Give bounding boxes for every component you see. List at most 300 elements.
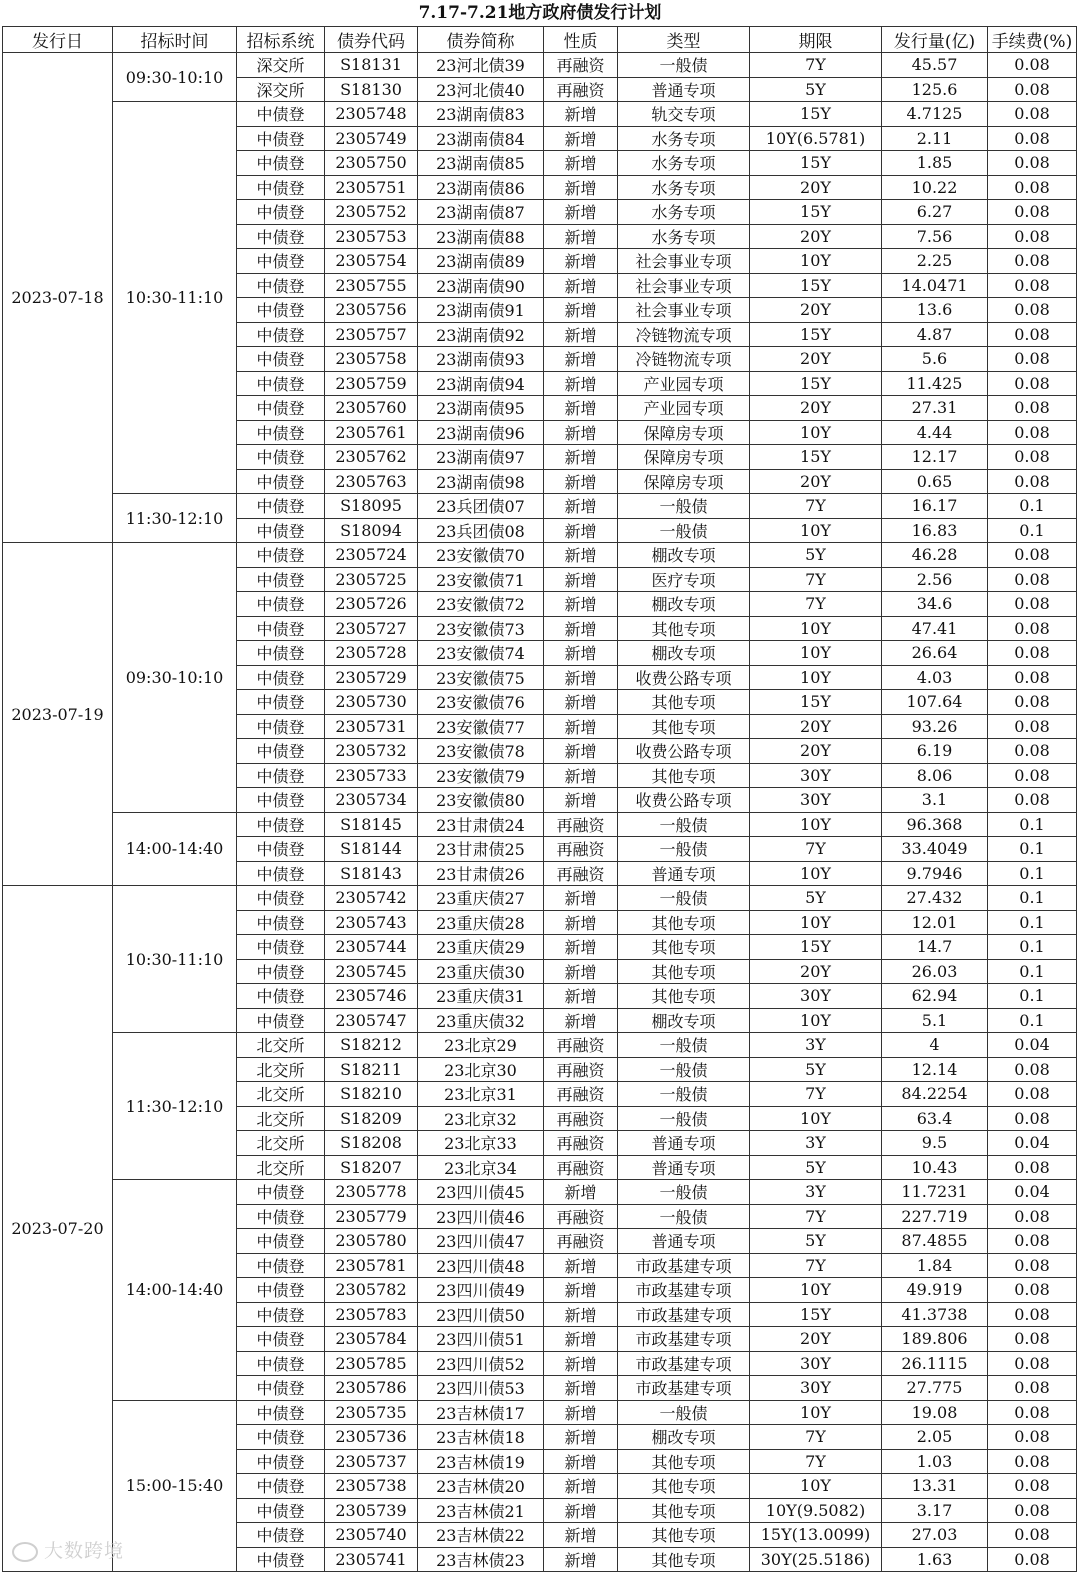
bond-name-cell: 23四川债47 [418,1229,544,1254]
sheet-title: 7.17-7.21地方政府债发行计划 [418,3,662,23]
type-cell: 收费公路专项 [618,665,750,690]
type-cell: 市政基建专项 [618,1278,750,1303]
fee-cell: 0.1 [988,910,1077,935]
table-body [3,53,1077,1572]
tender-time-cell: 10:30-11:10 [113,102,237,494]
nature-cell: 新增 [544,641,618,666]
type-cell: 其他专项 [618,1523,750,1548]
table-row [3,494,1077,519]
tender-system-cell: 北交所 [237,1106,325,1131]
bond-name-cell: 23北京31 [418,1082,544,1107]
term-cell: 7Y [750,567,882,592]
bond-name-cell: 23安徽债77 [418,714,544,739]
amount-cell: 27.775 [882,1376,988,1401]
fee-cell: 0.08 [988,690,1077,715]
nature-cell: 再融资 [544,812,618,837]
tender-system-cell: 中债登 [237,1425,325,1450]
amount-cell: 227.719 [882,1204,988,1229]
bond-code-cell: S18143 [325,861,418,886]
tender-system-cell: 中债登 [237,861,325,886]
type-cell: 一般债 [618,518,750,543]
bond-code-cell: 2305731 [325,714,418,739]
term-cell: 20Y [750,469,882,494]
term-cell: 10Y [750,861,882,886]
tender-system-cell: 中债登 [237,763,325,788]
fee-cell: 0.1 [988,959,1077,984]
amount-cell: 4.44 [882,420,988,445]
term-cell: 7Y [750,837,882,862]
bond-name-cell: 23安徽债75 [418,665,544,690]
type-cell: 棚改专项 [618,1008,750,1033]
bond-name-cell: 23吉林债22 [418,1523,544,1548]
type-cell: 一般债 [618,837,750,862]
fee-cell: 0.08 [988,77,1077,102]
type-cell: 一般债 [618,1057,750,1082]
nature-cell: 新增 [544,543,618,568]
bond-code-cell: 2305784 [325,1327,418,1352]
tender-system-cell: 中债登 [237,371,325,396]
type-cell: 社会事业专项 [618,273,750,298]
bond-name-cell: 23湖南债89 [418,249,544,274]
nature-cell: 再融资 [544,1229,618,1254]
type-cell: 其他专项 [618,763,750,788]
fee-cell: 0.08 [988,126,1077,151]
tender-time-cell: 09:30-10:10 [113,53,237,102]
bond-code-cell: 2305780 [325,1229,418,1254]
bond-name-cell: 23湖南债96 [418,420,544,445]
amount-cell: 189.806 [882,1327,988,1352]
fee-cell: 0.08 [988,641,1077,666]
bond-code-cell: 2305779 [325,1204,418,1229]
tender-system-cell: 北交所 [237,1082,325,1107]
nature-cell: 再融资 [544,1057,618,1082]
amount-cell: 4.87 [882,322,988,347]
fee-cell: 0.08 [988,151,1077,176]
tender-time-cell: 09:30-10:10 [113,543,237,813]
type-cell: 棚改专项 [618,1425,750,1450]
fee-cell: 0.08 [988,371,1077,396]
bond-name-cell: 23安徽债80 [418,788,544,813]
amount-cell: 4.7125 [882,102,988,127]
bond-code-cell: 2305727 [325,616,418,641]
term-cell: 10Y [750,1400,882,1425]
type-cell: 社会事业专项 [618,249,750,274]
bond-code-cell: 2305757 [325,322,418,347]
nature-cell: 新增 [544,616,618,641]
fee-cell: 0.08 [988,249,1077,274]
nature-cell: 再融资 [544,1204,618,1229]
type-cell: 一般债 [618,1033,750,1058]
fee-cell: 0.08 [988,1351,1077,1376]
header-amount: 发行量(亿) [882,27,988,53]
bond-code-cell: 2305781 [325,1253,418,1278]
tender-system-cell: 中债登 [237,837,325,862]
amount-cell: 4.03 [882,665,988,690]
bond-name-cell: 23重庆债30 [418,959,544,984]
amount-cell: 9.7946 [882,861,988,886]
type-cell: 市政基建专项 [618,1302,750,1327]
fee-cell: 0.08 [988,420,1077,445]
amount-cell: 8.06 [882,763,988,788]
tender-system-cell: 中债登 [237,1204,325,1229]
tender-system-cell: 中债登 [237,1327,325,1352]
table-row [3,543,1077,568]
fee-cell: 0.08 [988,1474,1077,1499]
fee-cell: 0.08 [988,1229,1077,1254]
bond-name-cell: 23安徽债78 [418,739,544,764]
nature-cell: 新增 [544,1351,618,1376]
bond-name-cell: 23重庆债32 [418,1008,544,1033]
fee-cell: 0.08 [988,224,1077,249]
term-cell: 30Y(25.5186) [750,1547,882,1572]
nature-cell: 新增 [544,151,618,176]
nature-cell: 新增 [544,1302,618,1327]
tender-system-cell: 中债登 [237,518,325,543]
nature-cell: 新增 [544,959,618,984]
bond-name-cell: 23吉林债20 [418,1474,544,1499]
bond-name-cell: 23吉林债18 [418,1425,544,1450]
amount-cell: 1.03 [882,1449,988,1474]
term-cell: 5Y [750,543,882,568]
term-cell: 20Y [750,1327,882,1352]
fee-cell: 0.08 [988,322,1077,347]
type-cell: 普通专项 [618,861,750,886]
amount-cell: 62.94 [882,984,988,1009]
bond-code-cell: 2305763 [325,469,418,494]
tender-system-cell: 中债登 [237,1400,325,1425]
term-cell: 20Y [750,396,882,421]
amount-cell: 3.17 [882,1498,988,1523]
table-row [3,812,1077,837]
bond-code-cell: 2305782 [325,1278,418,1303]
bond-code-cell: 2305742 [325,886,418,911]
type-cell: 其他专项 [618,1449,750,1474]
term-cell: 5Y [750,77,882,102]
fee-cell: 0.08 [988,273,1077,298]
nature-cell: 新增 [544,371,618,396]
type-cell: 其他专项 [618,910,750,935]
bond-name-cell: 23四川债49 [418,1278,544,1303]
term-cell: 5Y [750,1229,882,1254]
amount-cell: 27.31 [882,396,988,421]
bond-name-cell: 23湖南债91 [418,298,544,323]
bond-name-cell: 23安徽债76 [418,690,544,715]
bond-code-cell: S18210 [325,1082,418,1107]
tender-system-cell: 中债登 [237,1547,325,1572]
fee-cell: 0.08 [988,1523,1077,1548]
bond-name-cell: 23安徽债71 [418,567,544,592]
bond-code-cell: 2305738 [325,1474,418,1499]
type-cell: 轨交专项 [618,102,750,127]
nature-cell: 新增 [544,1400,618,1425]
bond-name-cell: 23甘肃债24 [418,812,544,837]
fee-cell: 0.08 [988,1498,1077,1523]
fee-cell: 0.08 [988,1204,1077,1229]
bond-code-cell: 2305778 [325,1180,418,1205]
bond-code-cell: S18145 [325,812,418,837]
tender-system-cell: 中债登 [237,249,325,274]
type-cell: 市政基建专项 [618,1351,750,1376]
tender-system-cell: 中债登 [237,224,325,249]
nature-cell: 新增 [544,200,618,225]
tender-time-cell: 15:00-15:40 [113,1400,237,1572]
bond-code-cell: 2305755 [325,273,418,298]
amount-cell: 5.1 [882,1008,988,1033]
bond-code-cell: 2305748 [325,102,418,127]
bond-code-cell: 2305753 [325,224,418,249]
fee-cell: 0.08 [988,788,1077,813]
fee-cell: 0.08 [988,347,1077,372]
nature-cell: 新增 [544,1547,618,1572]
nature-cell: 新增 [544,665,618,690]
nature-cell: 新增 [544,1376,618,1401]
fee-cell: 0.08 [988,665,1077,690]
term-cell: 20Y [750,714,882,739]
tender-system-cell: 中债登 [237,298,325,323]
term-cell: 15Y [750,371,882,396]
bond-name-cell: 23重庆债29 [418,935,544,960]
table-row [3,1180,1077,1205]
term-cell: 30Y [750,1351,882,1376]
header-fee: 手续费(%) [988,27,1077,53]
type-cell: 一般债 [618,1400,750,1425]
term-cell: 15Y [750,200,882,225]
term-cell: 7Y [750,1425,882,1450]
amount-cell: 49.919 [882,1278,988,1303]
fee-cell: 0.08 [988,567,1077,592]
header-row [3,27,1077,53]
bond-name-cell: 23甘肃债26 [418,861,544,886]
bond-code-cell: 2305724 [325,543,418,568]
term-cell: 10Y [750,249,882,274]
bond-name-cell: 23湖南债93 [418,347,544,372]
type-cell: 水务专项 [618,151,750,176]
bond-name-cell: 23安徽债70 [418,543,544,568]
tender-system-cell: 中债登 [237,1351,325,1376]
bond-code-cell: S18095 [325,494,418,519]
bond-name-cell: 23安徽债74 [418,641,544,666]
type-cell: 社会事业专项 [618,298,750,323]
term-cell: 7Y [750,592,882,617]
fee-cell: 0.04 [988,1033,1077,1058]
type-cell: 普通专项 [618,1155,750,1180]
bond-name-cell: 23湖南债90 [418,273,544,298]
type-cell: 冷链物流专项 [618,322,750,347]
term-cell: 15Y [750,445,882,470]
bond-code-cell: 2305756 [325,298,418,323]
term-cell: 15Y [750,102,882,127]
tender-system-cell: 中债登 [237,1229,325,1254]
tender-system-cell: 中债登 [237,469,325,494]
term-cell: 15Y [750,690,882,715]
nature-cell: 新增 [544,1449,618,1474]
amount-cell: 2.11 [882,126,988,151]
amount-cell: 93.26 [882,714,988,739]
bond-name-cell: 23湖南债87 [418,200,544,225]
issuance-plan-table [2,26,1077,1572]
nature-cell: 新增 [544,445,618,470]
amount-cell: 4 [882,1033,988,1058]
amount-cell: 1.84 [882,1253,988,1278]
tender-system-cell: 中债登 [237,592,325,617]
tender-system-cell: 中债登 [237,1498,325,1523]
term-cell: 30Y [750,1376,882,1401]
tender-system-cell: 中债登 [237,1474,325,1499]
amount-cell: 9.5 [882,1131,988,1156]
bond-code-cell: 2305751 [325,175,418,200]
nature-cell: 新增 [544,1253,618,1278]
term-cell: 20Y [750,739,882,764]
tender-time-cell: 11:30-12:10 [113,494,237,543]
nature-cell: 再融资 [544,77,618,102]
amount-cell: 96.368 [882,812,988,837]
fee-cell: 0.08 [988,1278,1077,1303]
bond-code-cell: 2305758 [325,347,418,372]
bond-name-cell: 23湖南债97 [418,445,544,470]
term-cell: 30Y [750,984,882,1009]
term-cell: 15Y [750,1302,882,1327]
bond-code-cell: 2305746 [325,984,418,1009]
tender-system-cell: 中债登 [237,616,325,641]
bond-name-cell: 23湖南债88 [418,224,544,249]
type-cell: 普通专项 [618,77,750,102]
fee-cell: 0.08 [988,1302,1077,1327]
header-tender-system: 招标系统 [237,27,325,53]
fee-cell: 0.08 [988,592,1077,617]
term-cell: 20Y [750,175,882,200]
term-cell: 10Y [750,812,882,837]
bond-name-cell: 23北京29 [418,1033,544,1058]
type-cell: 一般债 [618,1106,750,1131]
bond-code-cell: 2305725 [325,567,418,592]
fee-cell: 0.08 [988,469,1077,494]
term-cell: 15Y [750,935,882,960]
bond-name-cell: 23重庆债28 [418,910,544,935]
term-cell: 10Y [750,420,882,445]
type-cell: 市政基建专项 [618,1327,750,1352]
type-cell: 其他专项 [618,959,750,984]
bond-name-cell: 23吉林债21 [418,1498,544,1523]
bond-code-cell: 2305734 [325,788,418,813]
bond-code-cell: 2305735 [325,1400,418,1425]
fee-cell: 0.08 [988,1155,1077,1180]
nature-cell: 再融资 [544,1155,618,1180]
bond-code-cell: 2305754 [325,249,418,274]
amount-cell: 107.64 [882,690,988,715]
nature-cell: 新增 [544,224,618,249]
amount-cell: 10.22 [882,175,988,200]
nature-cell: 新增 [544,175,618,200]
term-cell: 7Y [750,1253,882,1278]
amount-cell: 26.64 [882,641,988,666]
bond-code-cell: 2305728 [325,641,418,666]
bond-name-cell: 23湖南债84 [418,126,544,151]
amount-cell: 45.57 [882,53,988,78]
tender-system-cell: 中债登 [237,151,325,176]
term-cell: 7Y [750,1449,882,1474]
bond-name-cell: 23四川债51 [418,1327,544,1352]
tender-system-cell: 北交所 [237,1155,325,1180]
bond-name-cell: 23湖南债94 [418,371,544,396]
tender-system-cell: 中债登 [237,322,325,347]
issue-date-cell: 2023-07-18 [3,53,113,543]
tender-system-cell: 中债登 [237,739,325,764]
bond-code-cell: S18131 [325,53,418,78]
tender-system-cell: 北交所 [237,1057,325,1082]
nature-cell: 新增 [544,910,618,935]
bond-code-cell: 2305761 [325,420,418,445]
tender-system-cell: 中债登 [237,396,325,421]
fee-cell: 0.08 [988,1400,1077,1425]
bond-code-cell: 2305737 [325,1449,418,1474]
fee-cell: 0.08 [988,1106,1077,1131]
tender-system-cell: 中债登 [237,935,325,960]
tender-system-cell: 中债登 [237,812,325,837]
fee-cell: 0.08 [988,1449,1077,1474]
nature-cell: 新增 [544,249,618,274]
amount-cell: 34.6 [882,592,988,617]
fee-cell: 0.1 [988,1008,1077,1033]
bond-name-cell: 23甘肃债25 [418,837,544,862]
table-row [3,1400,1077,1425]
term-cell: 20Y [750,224,882,249]
nature-cell: 新增 [544,126,618,151]
type-cell: 市政基建专项 [618,1253,750,1278]
bond-name-cell: 23河北债40 [418,77,544,102]
tender-system-cell: 北交所 [237,1131,325,1156]
amount-cell: 1.85 [882,151,988,176]
fee-cell: 0.04 [988,1180,1077,1205]
tender-system-cell: 中债登 [237,665,325,690]
tender-time-cell: 10:30-11:10 [113,886,237,1033]
bond-code-cell: S18211 [325,1057,418,1082]
bond-code-cell: 2305732 [325,739,418,764]
bond-code-cell: 2305785 [325,1351,418,1376]
type-cell: 其他专项 [618,1547,750,1572]
amount-cell: 14.7 [882,935,988,960]
fee-cell: 0.1 [988,494,1077,519]
term-cell: 3Y [750,1131,882,1156]
bond-code-cell: 2305745 [325,959,418,984]
bond-name-cell: 23北京30 [418,1057,544,1082]
fee-cell: 0.08 [988,298,1077,323]
fee-cell: 0.08 [988,739,1077,764]
amount-cell: 11.425 [882,371,988,396]
type-cell: 其他专项 [618,935,750,960]
amount-cell: 26.03 [882,959,988,984]
bond-code-cell: 2305747 [325,1008,418,1033]
tender-system-cell: 中债登 [237,273,325,298]
fee-cell: 0.08 [988,1057,1077,1082]
nature-cell: 新增 [544,1008,618,1033]
table-row [3,886,1077,911]
amount-cell: 84.2254 [882,1082,988,1107]
amount-cell: 2.05 [882,1425,988,1450]
tender-system-cell: 中债登 [237,714,325,739]
bond-name-cell: 23湖南债98 [418,469,544,494]
type-cell: 水务专项 [618,224,750,249]
type-cell: 一般债 [618,1204,750,1229]
tender-system-cell: 中债登 [237,690,325,715]
type-cell: 水务专项 [618,200,750,225]
amount-cell: 46.28 [882,543,988,568]
amount-cell: 47.41 [882,616,988,641]
nature-cell: 再融资 [544,1131,618,1156]
bond-name-cell: 23湖南债92 [418,322,544,347]
amount-cell: 7.56 [882,224,988,249]
bond-name-cell: 23四川债46 [418,1204,544,1229]
amount-cell: 63.4 [882,1106,988,1131]
